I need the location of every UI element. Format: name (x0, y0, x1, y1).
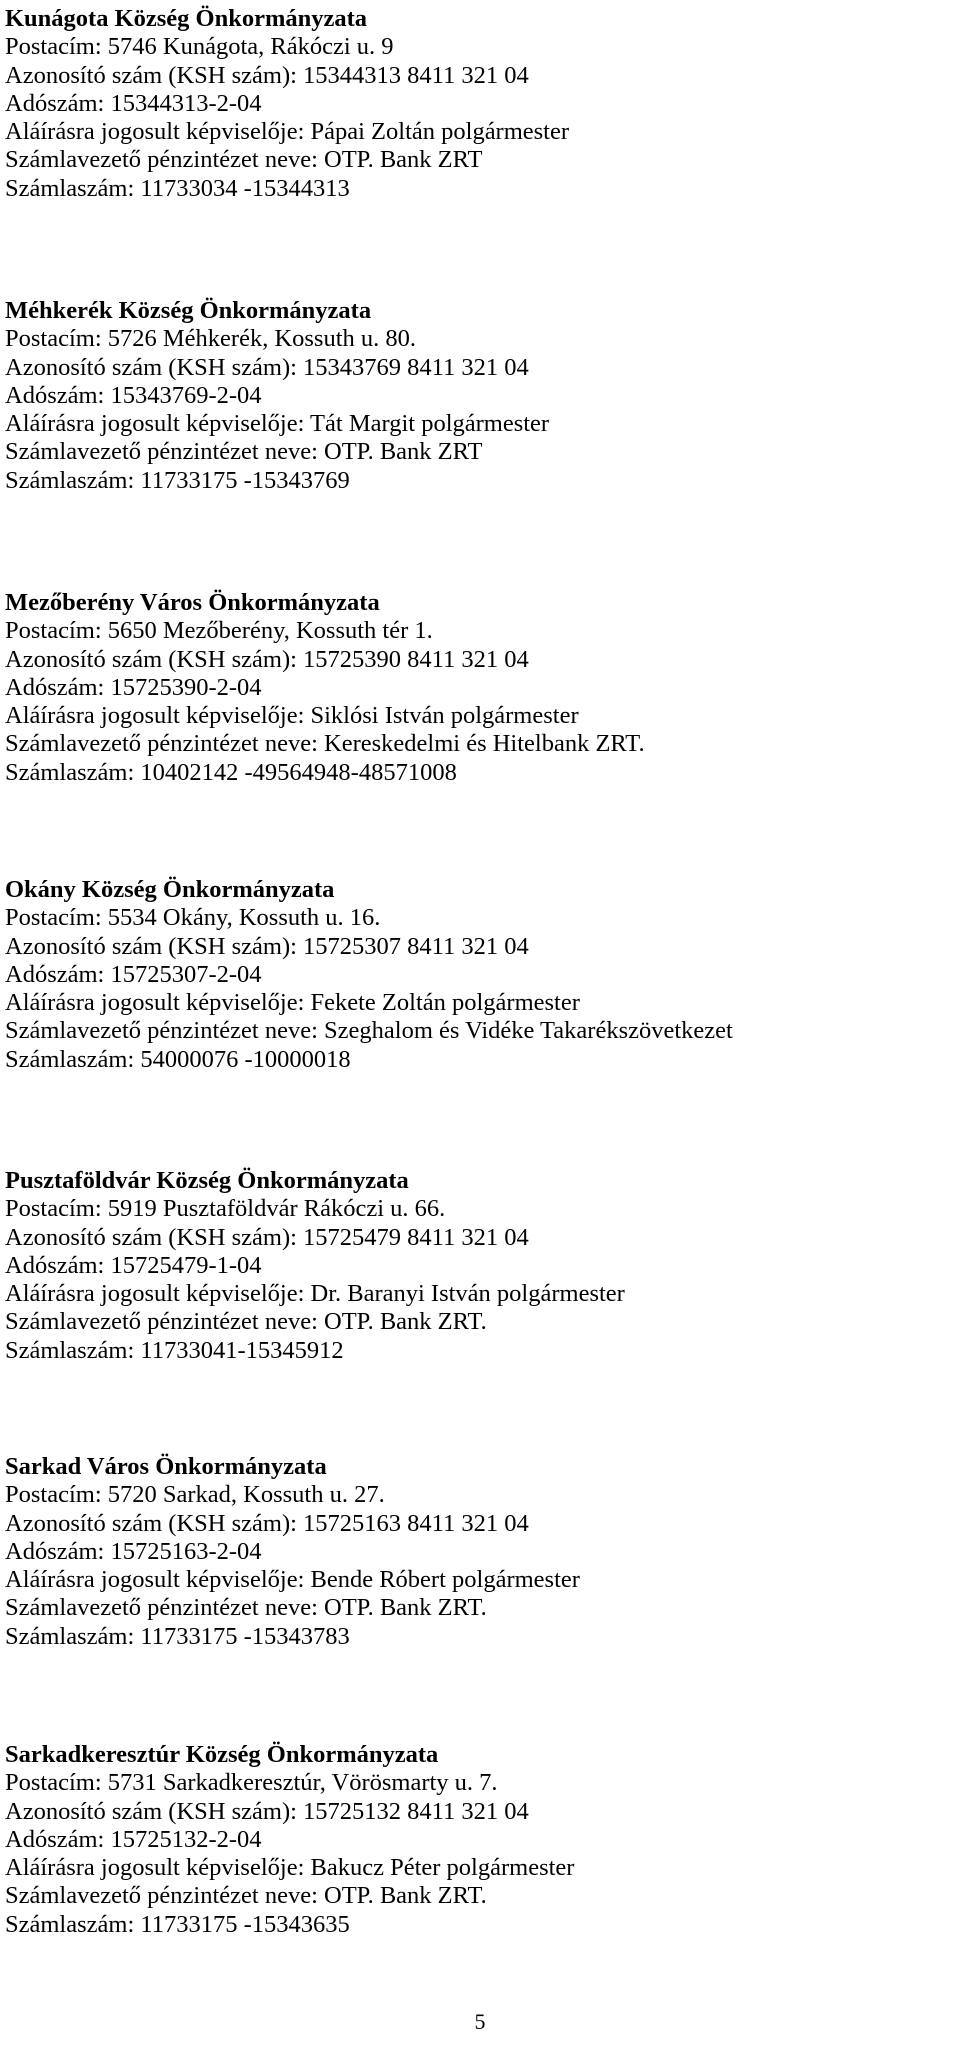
municipality-name: Mezőberény Város Önkormányzata (5, 589, 380, 616)
municipality-name: Méhkerék Község Önkormányzata (5, 297, 372, 324)
tax-number: Adószám: 15725479-1-04 (5, 1251, 262, 1279)
ksh-identifier: Azonosító szám (KSH szám): 15725390 8411 321 04 (5, 645, 529, 673)
municipality-entry-okany (5, 876, 955, 1074)
postal-address: Postacím: 5746 Kunágota, Rákóczi u. 9 (5, 33, 394, 61)
municipality-entry-kunagota (5, 5, 955, 203)
municipality-name: Pusztaföldvár Község Önkormányzata (5, 1167, 409, 1194)
tax-number: Adószám: 15725132-2-04 (5, 1825, 262, 1853)
ksh-identifier: Azonosító szám (KSH szám): 15725163 8411 321 04 (5, 1509, 529, 1537)
account-number: Számlaszám: 54000076 -10000018 (5, 1045, 351, 1073)
tax-number: Adószám: 15725163-2-04 (5, 1537, 262, 1565)
postal-address: Postacím: 5720 Sarkad, Kossuth u. 27. (5, 1481, 385, 1509)
authorized-representative: Aláírásra jogosult képviselője: Tát Margit polgármester (5, 410, 550, 438)
postal-address: Postacím: 5726 Méhkerék, Kossuth u. 80. (5, 325, 417, 353)
tax-number: Adószám: 15725307-2-04 (5, 960, 262, 988)
authorized-representative: Aláírásra jogosult képviselője: Dr. Baranyi István polgármester (5, 1280, 625, 1308)
account-number: Számlaszám: 10402142 -49564948-48571008 (5, 758, 457, 786)
municipality-entry-pusztafoldvar (5, 1167, 955, 1365)
ksh-identifier: Azonosító szám (KSH szám): 15344313 8411 321 04 (5, 61, 529, 89)
authorized-representative: Aláírásra jogosult képviselője: Pápai Zoltán polgármester (5, 118, 570, 146)
bank-name: Számlavezető pénzintézet neve: OTP. Bank ZRT (5, 146, 483, 174)
postal-address: Postacím: 5731 Sarkadkeresztúr, Vörösmarty u. 7. (5, 1769, 498, 1797)
postal-address: Postacím: 5650 Mezőberény, Kossuth tér 1. (5, 617, 433, 645)
municipality-entry-sarkadkeresztur (5, 1741, 955, 1939)
authorized-representative: Aláírásra jogosult képviselője: Bakucz Péter polgármester (5, 1854, 575, 1882)
municipality-name: Okány Község Önkormányzata (5, 876, 335, 903)
municipality-name: Sarkad Város Önkormányzata (5, 1453, 327, 1480)
municipality-entry-mezobereny (5, 589, 955, 787)
authorized-representative: Aláírásra jogosult képviselője: Siklósi István polgármester (5, 702, 579, 730)
authorized-representative: Aláírásra jogosult képviselője: Fekete Zoltán polgármester (5, 989, 580, 1017)
ksh-identifier: Azonosító szám (KSH szám): 15725479 8411 321 04 (5, 1223, 529, 1251)
bank-name: Számlavezető pénzintézet neve: OTP. Bank ZRT. (5, 1308, 487, 1336)
account-number: Számlaszám: 11733175 -15343769 (5, 466, 350, 494)
municipality-name: Kunágota Község Önkormányzata (5, 5, 368, 32)
municipality-entry-mehkerek (5, 297, 955, 495)
account-number: Számlaszám: 11733034 -15344313 (5, 174, 350, 202)
account-number: Számlaszám: 11733175 -15343783 (5, 1622, 350, 1650)
ksh-identifier: Azonosító szám (KSH szám): 15725307 8411 321 04 (5, 932, 529, 960)
bank-name: Számlavezető pénzintézet neve: OTP. Bank ZRT (5, 438, 483, 466)
authorized-representative: Aláírásra jogosult képviselője: Bende Róbert polgármester (5, 1566, 580, 1594)
bank-name: Számlavezető pénzintézet neve: Kereskedelmi és Hitelbank ZRT. (5, 730, 645, 758)
page-number: 5 (474, 2009, 486, 2034)
tax-number: Adószám: 15725390-2-04 (5, 673, 262, 701)
postal-address: Postacím: 5919 Pusztaföldvár Rákóczi u. 66. (5, 1195, 446, 1223)
bank-name: Számlavezető pénzintézet neve: OTP. Bank ZRT. (5, 1594, 487, 1622)
ksh-identifier: Azonosító szám (KSH szám): 15725132 8411 321 04 (5, 1797, 529, 1825)
bank-name: Számlavezető pénzintézet neve: Szeghalom és Vidéke Takarékszövetkezet (5, 1017, 733, 1045)
municipality-entry-sarkad (5, 1453, 955, 1651)
ksh-identifier: Azonosító szám (KSH szám): 15343769 8411 321 04 (5, 353, 529, 381)
municipality-name: Sarkadkeresztúr Község Önkormányzata (5, 1741, 439, 1768)
bank-name: Számlavezető pénzintézet neve: OTP. Bank ZRT. (5, 1882, 487, 1910)
tax-number: Adószám: 15343769-2-04 (5, 381, 262, 409)
postal-address: Postacím: 5534 Okány, Kossuth u. 16. (5, 904, 381, 932)
account-number: Számlaszám: 11733175 -15343635 (5, 1910, 350, 1938)
tax-number: Adószám: 15344313-2-04 (5, 89, 262, 117)
account-number: Számlaszám: 11733041-15345912 (5, 1336, 344, 1364)
